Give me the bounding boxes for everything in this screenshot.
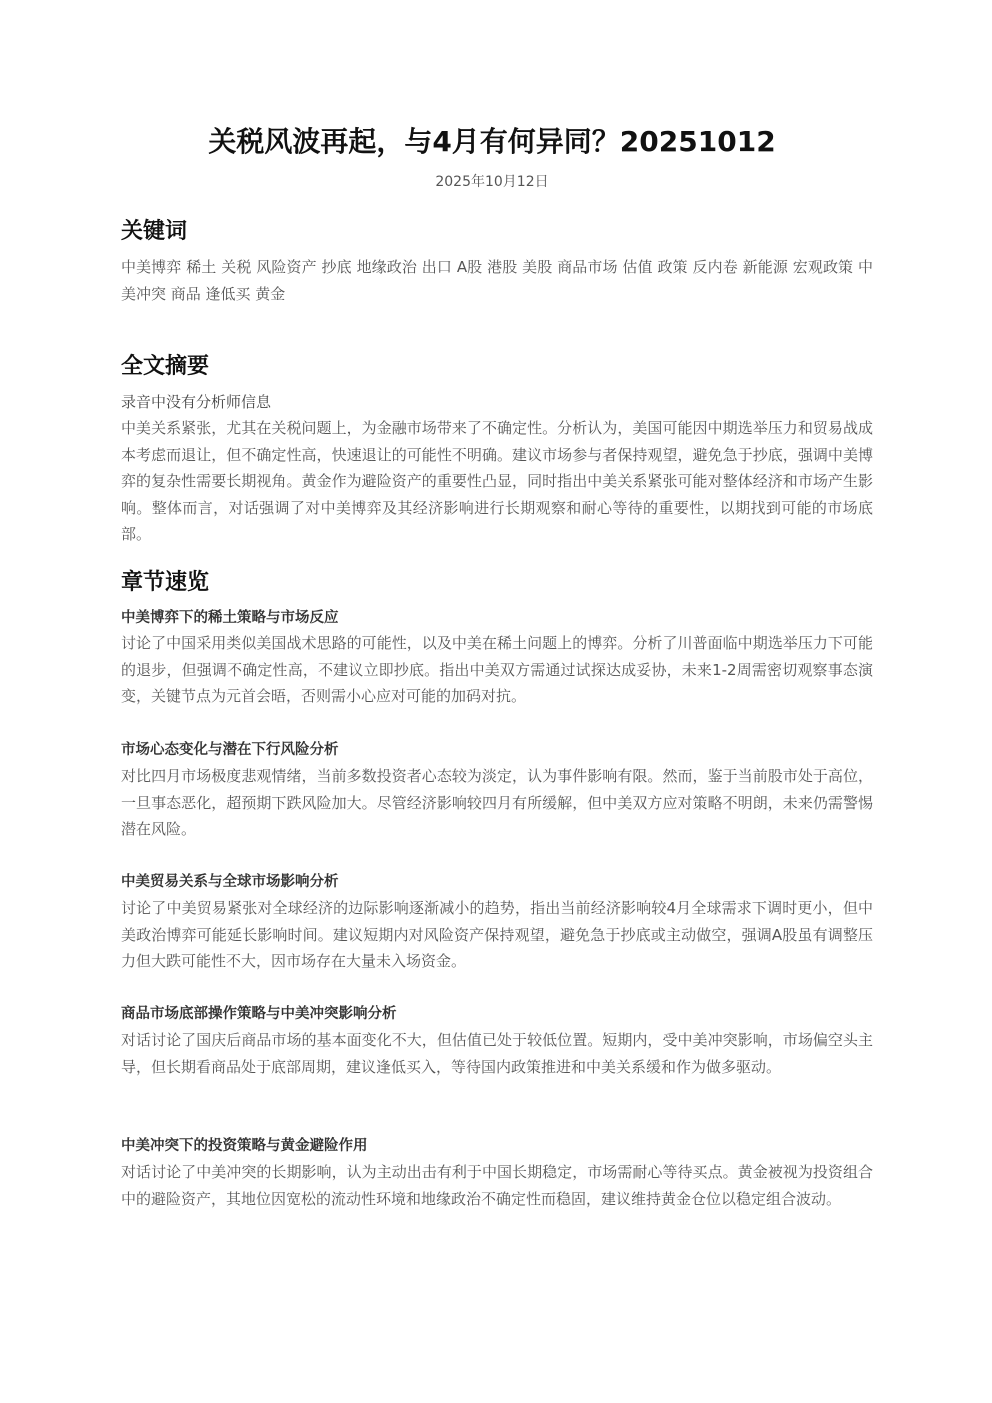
chapter-title: 中美博弈下的稀土策略与市场反应: [121, 610, 339, 626]
document-title: 关税风波再起，与4月有何异同？20251012: [208, 125, 776, 158]
keywords-heading: 关键词: [121, 219, 188, 244]
chapter-text: 讨论了中美贸易紧张对全球经济的边际影响逐渐减小的趋势，指出当前经济影响较4月全球需求下调时更小，但中美政治博弈可能延长影响时间。建议短期内对风险资产保持观望，避免急于抄底或主动做空，强调A股虽有调整压力但大跌可能性不大，因市场存在大量未入场资金。: [121, 899, 873, 970]
chapter-title: 商品市场底部操作策略与中美冲突影响分析: [121, 1006, 397, 1022]
chapter-text: 对比四月市场极度悲观情绪，当前多数投资者心态较为淡定，认为事件影响有限。然而，鉴于当前股市处于高位，一旦事态恶化，超预期下跌风险加大。尽管经济影响较四月有所缓解，但中美双方应对策略不明朗，未来仍需警惕潜在风险。: [121, 767, 873, 838]
chapter-title: 中美冲突下的投资策略与黄金避险作用: [121, 1138, 368, 1154]
chapter-title: 市场心态变化与潜在下行风险分析: [121, 742, 339, 758]
summary-heading: 全文摘要: [121, 354, 210, 379]
summary-note: 录音中没有分析师信息: [121, 393, 272, 411]
document-date: 2025年10月12日: [435, 174, 549, 190]
chapter-title: 中美贸易关系与全球市场影响分析: [121, 874, 339, 890]
chapter-text: 对话讨论了中美冲突的长期影响，认为主动出击有利于中国长期稳定，市场需耐心等待买点。黄金被视为投资组合中的避险资产，其地位因宽松的流动性环境和地缘政治不确定性而稳固，建议维持黄金仓位以稳定组合波动。: [121, 1163, 873, 1208]
summary-text: 中美关系紧张，尤其在关税问题上，为金融市场带来了不确定性。分析认为，美国可能因中期选举压力和贸易战成本考虑而退让，但不确定性高，快速退让的可能性不明确。建议市场参与者保持观望，避免急于抄底，强调中美博弈的复杂性需要长期视角。黄金作为避险资产的重要性凸显，同时指出中美关系紧张可能对整体经济和市场产生影响。整体而言，对话强调了对中美博弈及其经济影响进行长期观察和耐心等待的重要性，以期找到可能的市场底部。: [121, 419, 873, 543]
chapter-text: 讨论了中国采用类似美国战术思路的可能性，以及中美在稀土问题上的博弈。分析了川普面临中期选举压力下可能的退步，但强调不确定性高，不建议立即抄底。指出中美双方需通过试探达成妥协，未来1-2周需密切观察事态演变，关键节点为元首会晤，否则需小心应对可能的加码对抗。: [121, 634, 873, 705]
chapters-heading: 章节速览: [121, 570, 210, 595]
keywords-text: 中美博弈 稀土 关税 风险资产 抄底 地缘政治 出口 A股 港股 美股 商品市场 估值 政策 反内卷 新能源 宏观政策 中美冲突 商品 逢低买 黄金: [121, 258, 873, 303]
chapter-text: 对话讨论了国庆后商品市场的基本面变化不大，但估值已处于较低位置。短期内，受中美冲突影响，市场偏空头主导，但长期看商品处于底部周期，建议逢低买入，等待国内政策推进和中美关系缓和作为做多驱动。: [121, 1031, 873, 1076]
